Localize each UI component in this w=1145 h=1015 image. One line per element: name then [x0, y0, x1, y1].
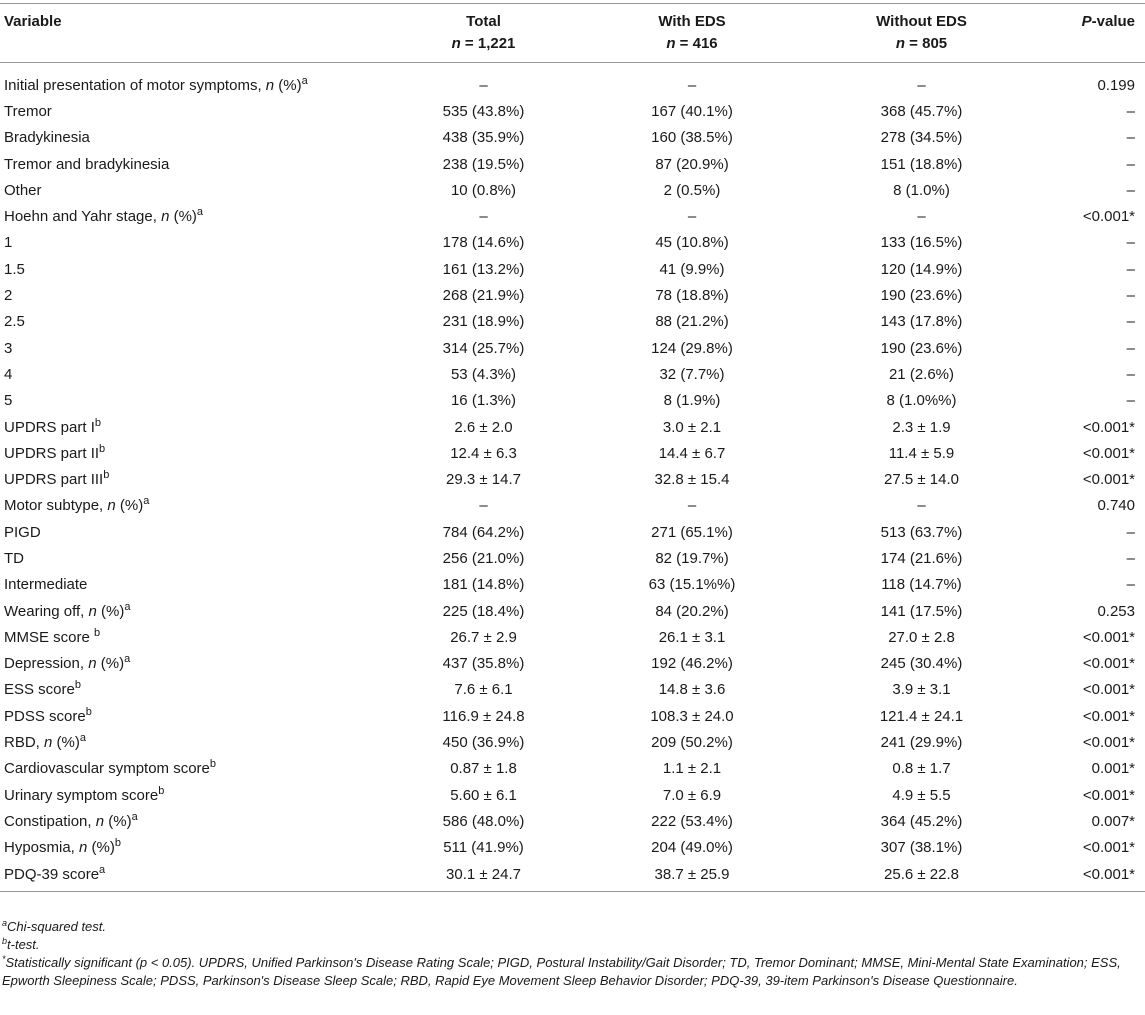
table-row: [0, 63, 1145, 99]
with-eds-cell: 78 (18.8%): [655, 287, 729, 305]
table-row: [0, 519, 1145, 545]
p-value-cell: –: [1126, 181, 1135, 199]
without-eds-cell: 2.3 ± 1.9: [892, 418, 951, 436]
table-row: [0, 125, 1145, 151]
with-eds-cell: 271 (65.1%): [651, 523, 733, 541]
p-value-cell: –: [1126, 155, 1135, 173]
with-eds-cell: 1.1 ± 2.1: [662, 760, 722, 778]
total-cell: 5.60 ± 6.1: [450, 786, 517, 804]
footnote-mark: b: [2, 936, 8, 946]
variable-cell: Wearing off, n (%)$^a$: [4, 600, 131, 620]
total-cell: 438 (35.9%): [442, 129, 525, 147]
with-eds-cell: 63 (15.1%%): [648, 576, 736, 594]
table-row: [0, 177, 1145, 203]
total-cell: 178 (14.6%): [442, 234, 525, 252]
total-cell: 225 (18.4%): [442, 602, 525, 620]
without-eds-cell: 278 (34.5%): [880, 129, 963, 147]
p-value-cell: 0.740: [1097, 497, 1135, 515]
table-row: [0, 651, 1145, 677]
table-row: [0, 729, 1145, 755]
with-eds-cell: 32.8 ± 15.4: [654, 471, 730, 489]
table-row: [0, 598, 1145, 624]
variable-cell: Initial presentation of motor symptoms, n (%)$^a$: [4, 74, 308, 94]
with-eds-cell: 26.1 ± 3.1: [658, 628, 726, 646]
table-footnotes: [2, 918, 1142, 990]
p-value-cell: –: [1126, 260, 1135, 278]
without-eds-cell: 141 (17.5%): [880, 602, 963, 620]
without-eds-cell: 174 (21.6%): [880, 549, 963, 567]
with-eds-cell: 14.8 ± 3.6: [658, 681, 726, 699]
table-header: [0, 4, 1145, 63]
p-value-cell: <0.001*: [1036, 861, 1145, 892]
table-row: [0, 203, 1145, 229]
total-cell: 10 (0.8%): [450, 181, 517, 199]
p-value-cell: –: [1126, 102, 1135, 120]
table-row: [0, 624, 1145, 650]
with-eds-cell: 124 (29.8%): [651, 339, 733, 357]
sample-size-total: n = 1,221: [390, 35, 577, 63]
without-eds-cell: 513 (63.7%): [880, 523, 963, 541]
p-value-cell: <0.001*: [1082, 707, 1135, 725]
with-eds-cell: 45 (10.8%): [655, 234, 729, 252]
with-eds-cell: 2 (0.5%): [663, 181, 721, 199]
total-cell: 12.4 ± 6.3: [450, 444, 517, 462]
variable-cell: Bradykinesia: [4, 129, 90, 147]
p-value-cell: –: [1126, 576, 1135, 594]
with-eds-cell: –: [687, 208, 697, 226]
total-cell: 161 (13.2%): [442, 260, 525, 278]
with-eds-cell: 32 (7.7%): [659, 365, 725, 383]
total-cell: 53 (4.3%): [450, 365, 517, 383]
variable-cell: RBD, n (%)$^a$: [4, 732, 86, 752]
without-eds-cell: 120 (14.9%): [880, 260, 963, 278]
variable-cell: Depression, n (%)$^a$: [4, 653, 131, 673]
without-eds-cell: 241 (29.9%): [880, 734, 963, 752]
sample-size-without-eds: n = 805: [807, 35, 1036, 63]
table-row: [0, 230, 1145, 256]
without-eds-cell: –: [917, 208, 926, 226]
with-eds-cell: 87 (20.9%): [655, 155, 729, 173]
without-eds-cell: 8 (1.0%): [893, 181, 950, 199]
without-eds-cell: 190 (23.6%): [880, 287, 963, 305]
variable-cell: 2: [4, 287, 13, 305]
variable-cell: 2.5: [4, 313, 25, 331]
sample-size-empty: [0, 35, 390, 63]
with-eds-cell: 204 (49.0%): [651, 839, 733, 857]
total-cell: 268 (21.9%): [442, 287, 525, 305]
variable-cell: Intermediate: [4, 576, 88, 594]
variable-cell: Motor subtype, n (%)$^a$: [4, 495, 150, 515]
variable-cell: 5: [4, 392, 13, 410]
table-row: [0, 835, 1145, 861]
p-value-cell: <0.001*: [1082, 208, 1135, 226]
table-body: [0, 63, 1145, 892]
p-value-cell: <0.001*: [1082, 786, 1135, 804]
total-cell: 181 (14.8%): [442, 576, 525, 594]
variable-cell: Hyposmia, n (%)$^b$: [4, 837, 121, 857]
table-row: [0, 466, 1145, 492]
variable-cell: TD: [4, 549, 24, 567]
variable-cell: 3: [4, 339, 13, 357]
with-eds-cell: 82 (19.7%): [655, 549, 729, 567]
footnote-marker: b: [99, 442, 106, 455]
p-value-cell: –: [1126, 234, 1135, 252]
with-eds-cell: 167 (40.1%): [651, 102, 733, 120]
table-row: [0, 493, 1145, 519]
total-cell: 26.7 ± 2.9: [450, 628, 517, 646]
table-row: [0, 440, 1145, 466]
total-cell: 256 (21.0%): [442, 549, 525, 567]
variable-cell: Urinary symptom score$^b$: [4, 784, 165, 804]
p-value-cell: <0.001*: [1082, 418, 1135, 436]
variable-cell: Tremor: [4, 102, 52, 120]
table-row: [0, 782, 1145, 808]
column-header-variable: Variable: [0, 4, 390, 36]
p-value-cell: –: [1126, 523, 1135, 541]
without-eds-cell: 27.5 ± 14.0: [884, 471, 959, 489]
footnote-marker: a: [124, 600, 131, 613]
with-eds-cell: 192 (46.2%): [651, 655, 733, 673]
table-row: [0, 361, 1145, 387]
without-eds-cell: 118 (14.7%): [881, 576, 962, 594]
header-row: [0, 4, 1145, 36]
footnote-marker: b: [209, 758, 217, 771]
with-eds-cell: 84 (20.2%): [655, 602, 729, 620]
total-cell: 116.9 ± 24.8: [442, 707, 525, 725]
without-eds-cell: 121.4 ± 24.1: [879, 707, 964, 725]
without-eds-cell: –: [917, 497, 926, 515]
without-eds-cell: 151 (18.8%): [880, 155, 963, 173]
table-row: [0, 677, 1145, 703]
footnote: [2, 918, 1142, 936]
column-header-p-value: P-value: [1036, 4, 1145, 36]
total-cell: 586 (48.0%): [442, 812, 525, 830]
with-eds-cell: 88 (21.2%): [655, 313, 729, 331]
footnote-marker: b: [114, 837, 121, 850]
footnote-text: t-test.: [7, 937, 40, 952]
total-cell: 437 (35.8%): [442, 655, 525, 673]
p-value-cell: 0.001*: [1091, 760, 1135, 778]
footnote-marker: b: [103, 469, 110, 482]
p-value-cell: –: [1126, 287, 1135, 305]
table-row: [0, 256, 1145, 282]
p-value-cell: <0.001*: [1082, 681, 1135, 699]
without-eds-cell: 0.8 ± 1.7: [892, 760, 951, 778]
footnote-text: Chi-squared test.: [7, 919, 107, 934]
table-row: [0, 335, 1145, 361]
table-row: [0, 388, 1145, 414]
footnote-marker: b: [85, 705, 92, 718]
without-eds-cell: 11.4 ± 5.9: [888, 444, 955, 462]
footnote-marker: a: [301, 74, 308, 87]
total-cell: 30.1 ± 24.7: [390, 861, 577, 892]
characteristics-table: [0, 3, 1145, 892]
table-row: [0, 282, 1145, 308]
total-cell: 2.6 ± 2.0: [454, 418, 513, 436]
p-value-cell: 0.253: [1097, 602, 1135, 620]
column-header-without-eds: Without EDS: [807, 4, 1036, 36]
total-cell: –: [479, 76, 488, 94]
total-cell: 0.87 ± 1.8: [450, 760, 517, 778]
footnote-marker: a: [143, 495, 150, 508]
with-eds-cell: 209 (50.2%): [651, 734, 733, 752]
variable-cell: 4: [4, 365, 13, 383]
table-row: [0, 545, 1145, 571]
without-eds-cell: 190 (23.6%): [880, 339, 963, 357]
footnote-marker: a: [79, 732, 86, 745]
table-row: [0, 861, 1145, 892]
table-row: [0, 703, 1145, 729]
variable-cell: 1: [4, 234, 13, 252]
table-row: [0, 414, 1145, 440]
footnote-marker: b: [74, 679, 81, 692]
without-eds-cell: 143 (17.8%): [880, 313, 963, 331]
total-cell: –: [479, 497, 488, 515]
with-eds-cell: 108.3 ± 24.0: [650, 707, 734, 725]
total-cell: 238 (19.5%): [442, 155, 525, 173]
variable-cell: PDSS score$^b$: [4, 705, 92, 725]
p-value-cell: –: [1126, 365, 1135, 383]
footnote-text: Statistically significant (p < 0.05). UPDRS, Unified Parkinson's Disease Rating Scale; PIGD, Postural Instability/Gait Disorder; TD, Tremor Dominant; MMSE, Mini-Mental State Examination; ESS, Epworth Sleepiness Scale; PDSS, Parkinson's Disease Sleep Scale; RBD, Rapid Eye Movement Sleep Behavior Disorder; PDQ-39, 39-item Parkinson's Disease Questionnaire.: [2, 955, 1121, 988]
with-eds-cell: 222 (53.4%): [651, 812, 733, 830]
variable-cell: PIGD: [4, 523, 41, 541]
variable-cell: UPDRS part III$^b$: [4, 469, 110, 489]
p-value-cell: <0.001*: [1082, 734, 1135, 752]
footnote-marker: b: [158, 784, 165, 797]
without-eds-cell: 3.9 ± 3.1: [892, 681, 951, 699]
sample-size-row: [0, 35, 1145, 63]
p-value-cell: <0.001*: [1082, 628, 1135, 646]
without-eds-cell: 21 (2.6%): [888, 365, 955, 383]
total-cell: 535 (43.8%): [442, 102, 525, 120]
without-eds-cell: 27.0 ± 2.8: [888, 628, 955, 646]
without-eds-cell: 8 (1.0%%): [886, 392, 957, 410]
with-eds-cell: 3.0 ± 2.1: [662, 418, 722, 436]
table-row: [0, 98, 1145, 124]
footnote-marker: a: [124, 653, 131, 666]
total-cell: 784 (64.2%): [442, 523, 525, 541]
without-eds-cell: –: [917, 76, 926, 94]
variable-cell: 1.5: [4, 260, 25, 278]
variable-cell: UPDRS part $II^b$: [4, 442, 106, 462]
footnote: [2, 954, 1142, 990]
p-value-cell: <0.001*: [1082, 471, 1135, 489]
without-eds-cell: 307 (38.1%): [880, 839, 963, 857]
footnote-mark: a: [2, 918, 8, 928]
footnote-marker: b: [94, 416, 101, 429]
p-value-cell: <0.001*: [1082, 444, 1135, 462]
variable-cell: PDQ-39 score$^a$: [0, 861, 390, 892]
sample-size-empty-p: [1036, 35, 1145, 63]
footnote-marker: a: [99, 863, 106, 876]
table-row: [0, 808, 1145, 834]
column-header-with-eds: With EDS: [577, 4, 807, 36]
variable-cell: ESS score$^b$: [4, 679, 81, 699]
p-value-cell: –: [1126, 313, 1135, 331]
with-eds-cell: 41 (9.9%): [659, 260, 725, 278]
variable-cell: Hoehn and Yahr stage, n (%)$^a$: [4, 206, 204, 226]
table-row: [0, 756, 1145, 782]
column-header-total: Total: [390, 4, 577, 36]
variable-cell: UPDRS part $I^b$: [4, 416, 101, 436]
total-cell: –: [479, 208, 488, 226]
total-cell: 29.3 ± 14.7: [446, 471, 521, 489]
p-value-cell: –: [1126, 549, 1135, 567]
without-eds-cell: 364 (45.2%): [880, 812, 963, 830]
p-value-cell: –: [1126, 339, 1135, 357]
p-value-cell: –: [1126, 392, 1135, 410]
p-value-cell: 0.199: [1097, 76, 1135, 94]
variable-cell: Tremor and bradykinesia: [4, 155, 170, 173]
total-cell: 511 (41.9%): [443, 839, 524, 857]
variable-cell: Constipation, n (%)$^a$: [4, 810, 138, 830]
variable-cell: MMSE score $^b$: [4, 626, 101, 646]
total-cell: 450 (36.9%): [442, 734, 525, 752]
variable-cell: Other: [4, 181, 42, 199]
p-value-cell: –: [1126, 129, 1135, 147]
footnote-marker: a: [131, 810, 138, 823]
without-eds-cell: 25.6 ± 22.8: [807, 861, 1036, 892]
with-eds-cell: 160 (38.5%): [651, 129, 733, 147]
variable-cell: Cardiovascular symptom score$^b$: [4, 758, 217, 778]
with-eds-cell: 14.4 ± 6.7: [658, 444, 726, 462]
total-cell: 231 (18.9%): [442, 313, 525, 331]
footnote-marker: a: [196, 206, 204, 219]
with-eds-cell: –: [687, 76, 697, 94]
without-eds-cell: 4.9 ± 5.5: [892, 786, 951, 804]
footnote-mark: *: [2, 954, 6, 964]
total-cell: 314 (25.7%): [442, 339, 525, 357]
with-eds-cell: 38.7 ± 25.9: [577, 861, 807, 892]
with-eds-cell: –: [687, 497, 697, 515]
total-cell: 16 (1.3%): [450, 392, 517, 410]
p-value-cell: <0.001*: [1082, 839, 1135, 857]
without-eds-cell: 133 (16.5%): [880, 234, 963, 252]
sample-size-with-eds: n = 416: [577, 35, 807, 63]
with-eds-cell: 7.0 ± 6.9: [662, 786, 722, 804]
table-row: [0, 309, 1145, 335]
with-eds-cell: 8 (1.9%): [663, 392, 721, 410]
table-row: [0, 151, 1145, 177]
table-row: [0, 572, 1145, 598]
total-cell: 7.6 ± 6.1: [454, 681, 513, 699]
p-value-cell: <0.001*: [1082, 655, 1135, 673]
p-value-cell: 0.007*: [1091, 812, 1135, 830]
footnote-marker: b: [94, 626, 101, 639]
without-eds-cell: 368 (45.7%): [880, 102, 963, 120]
without-eds-cell: 245 (30.4%): [880, 655, 963, 673]
footnote: [2, 936, 1142, 954]
